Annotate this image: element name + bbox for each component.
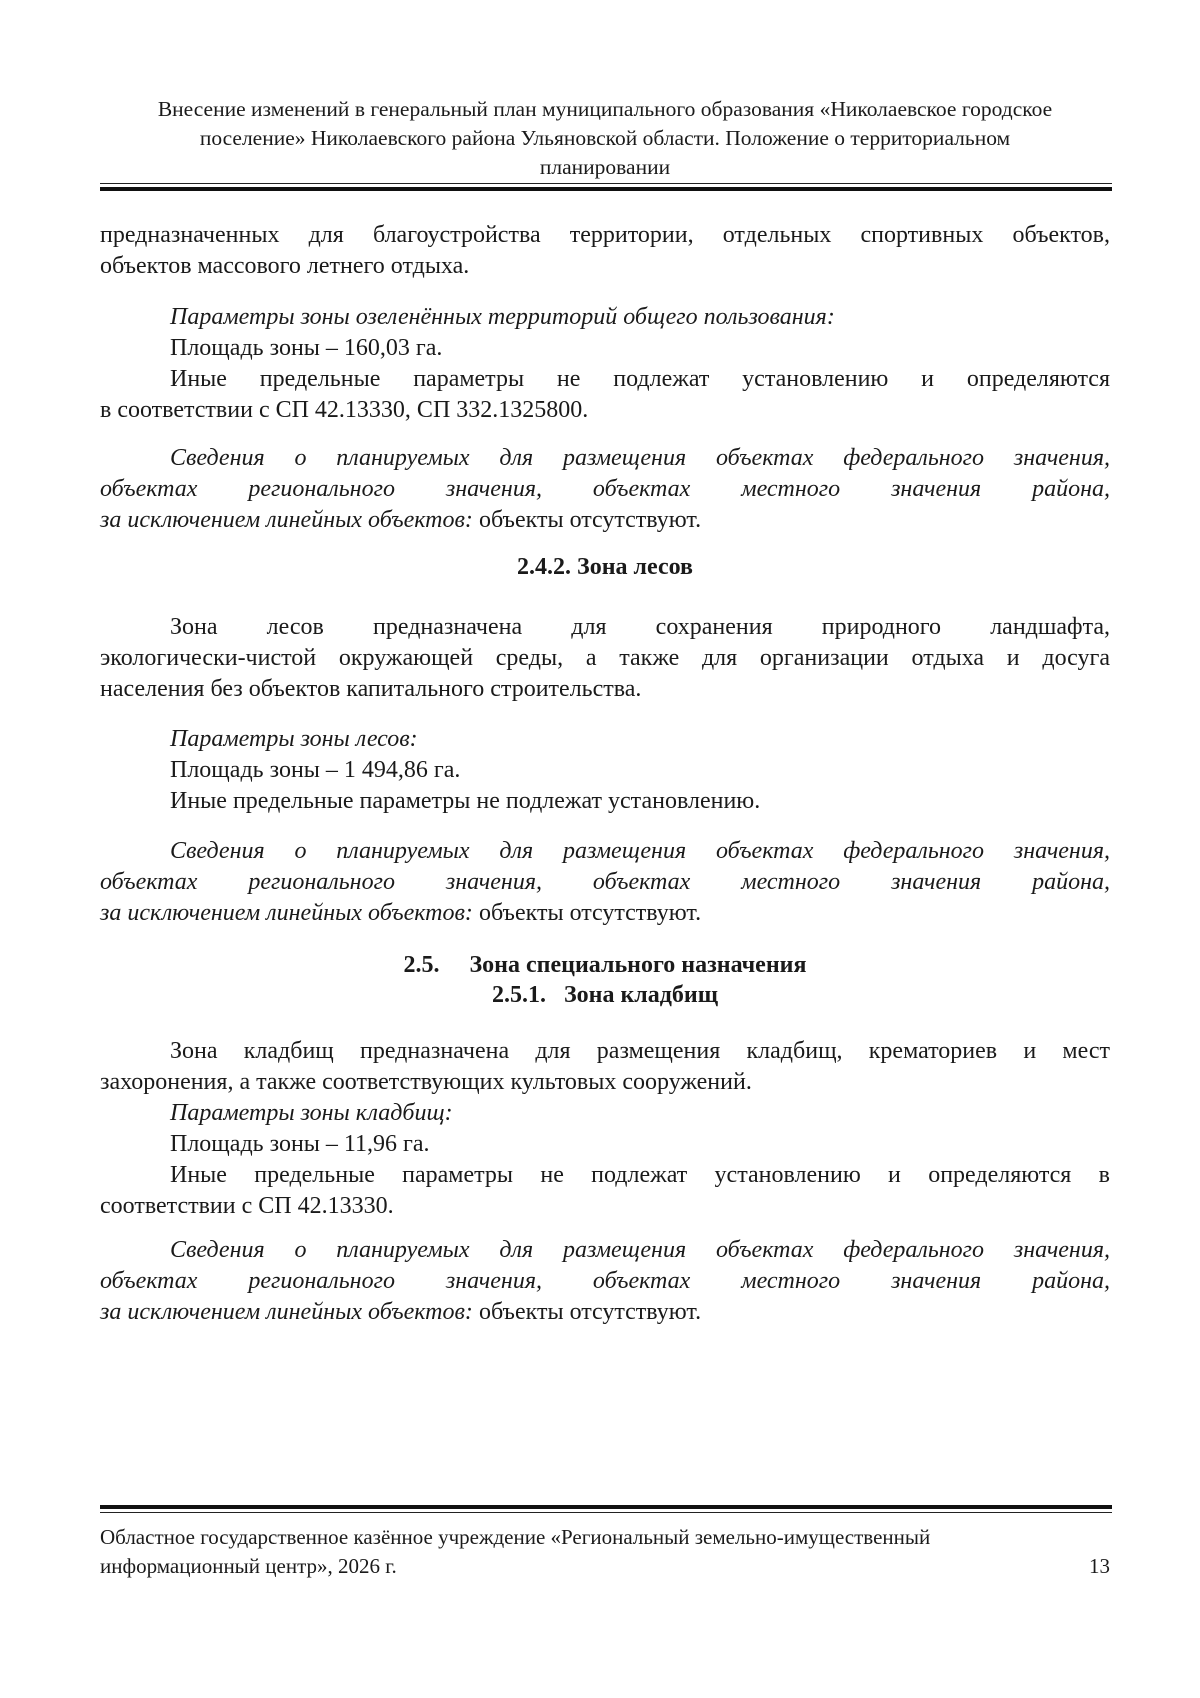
header-rule-thin	[100, 183, 1112, 184]
green-zone-params	[100, 302, 1110, 426]
header-line: планировании	[539, 155, 671, 179]
text-plain: объекты отсутствуют.	[472, 900, 702, 926]
text-line: в соответствии с СП 42.13330, СП 332.1325800.	[100, 397, 589, 423]
footer-line: информационный центр», 2026 г.	[100, 1554, 397, 1578]
text-line: Иные предельные параметры не подлежат установлению и определяются в	[170, 1162, 1110, 1188]
text-line: Зона лесов предназначена для сохранения природного ландшафта,	[170, 614, 1110, 640]
cemetery-description	[100, 1036, 1110, 1222]
text-italic: за исключением линейных объектов:	[100, 900, 473, 926]
footer-line: Областное государственное казённое учреждение «Региональный земельно-имущественный	[100, 1525, 931, 1549]
params-title: Параметры зоны кладбищ:	[170, 1100, 453, 1126]
zone-area: Площадь зоны – 160,03 га.	[170, 335, 443, 361]
text-line: Сведения о планируемых для размещения объектах федерального значения,	[170, 445, 1110, 471]
text-plain: объекты отсутствуют.	[472, 1299, 702, 1325]
footer-rule-thick	[100, 1505, 1112, 1509]
text-plain: объекты отсутствуют.	[472, 507, 702, 533]
text-line: предназначенных для благоустройства территории, отдельных спортивных объектов,	[100, 222, 1110, 248]
forest-description	[100, 612, 1110, 705]
text-line: объектах регионального значения, объектах местного значения района,	[100, 1268, 1110, 1294]
zone-area: Площадь зоны – 1 494,86 га.	[170, 757, 461, 783]
header-rule-thick	[100, 187, 1112, 191]
text-line: захоронения, а также соответствующих культовых сооружений.	[100, 1069, 752, 1095]
text-line: соответствии с СП 42.13330.	[100, 1193, 394, 1219]
text-line: Сведения о планируемых для размещения объектах федерального значения,	[170, 838, 1110, 864]
header-line: поселение» Николаевского района Ульяновской области. Положение о территориальном	[199, 126, 1011, 150]
paragraph-continuation	[100, 220, 1110, 282]
text-line: экологически-чистой окружающей среды, а также для организации отдыха и досуга	[100, 645, 1110, 671]
document-header	[100, 95, 1110, 182]
text-italic: за исключением линейных объектов:	[100, 1299, 473, 1325]
text-italic: за исключением линейных объектов:	[100, 507, 473, 533]
text-line: объектах регионального значения, объектах местного значения района,	[100, 476, 1110, 502]
footer-rule-thin	[100, 1512, 1112, 1513]
text-line: Зона кладбищ предназначена для размещения кладбищ, крематориев и мест	[170, 1038, 1110, 1064]
document-footer	[100, 1523, 1110, 1581]
text-line: Иные предельные параметры не подлежат установлению.	[170, 788, 761, 814]
section-heading-forest: 2.4.2. Зона лесов	[517, 554, 693, 580]
page-number: 13	[1089, 1554, 1110, 1578]
section-heading-special: 2.5. Зона специального назначения	[403, 952, 807, 978]
section-heading-cemetery: 2.5.1. Зона кладбищ	[491, 982, 719, 1008]
text-line: объектов массового летнего отдыха.	[100, 253, 470, 279]
forest-params	[100, 724, 1110, 817]
text-line: объектах регионального значения, объектах местного значения района,	[100, 869, 1110, 895]
text-line: Иные предельные параметры не подлежат установлению и определяются	[170, 366, 1110, 392]
planned-objects-info-2	[100, 836, 1110, 929]
planned-objects-info-1	[100, 443, 1110, 536]
header-line: Внесение изменений в генеральный план муниципального образования «Николаевское городское	[157, 97, 1053, 121]
params-title: Параметры зоны озеленённых территорий общего пользования:	[170, 304, 835, 330]
text-line: Сведения о планируемых для размещения объектах федерального значения,	[170, 1237, 1110, 1263]
zone-area: Площадь зоны – 11,96 га.	[170, 1131, 430, 1157]
params-title: Параметры зоны лесов:	[170, 726, 418, 752]
planned-objects-info-3	[100, 1235, 1110, 1328]
text-line: населения без объектов капитального строительства.	[100, 676, 642, 702]
